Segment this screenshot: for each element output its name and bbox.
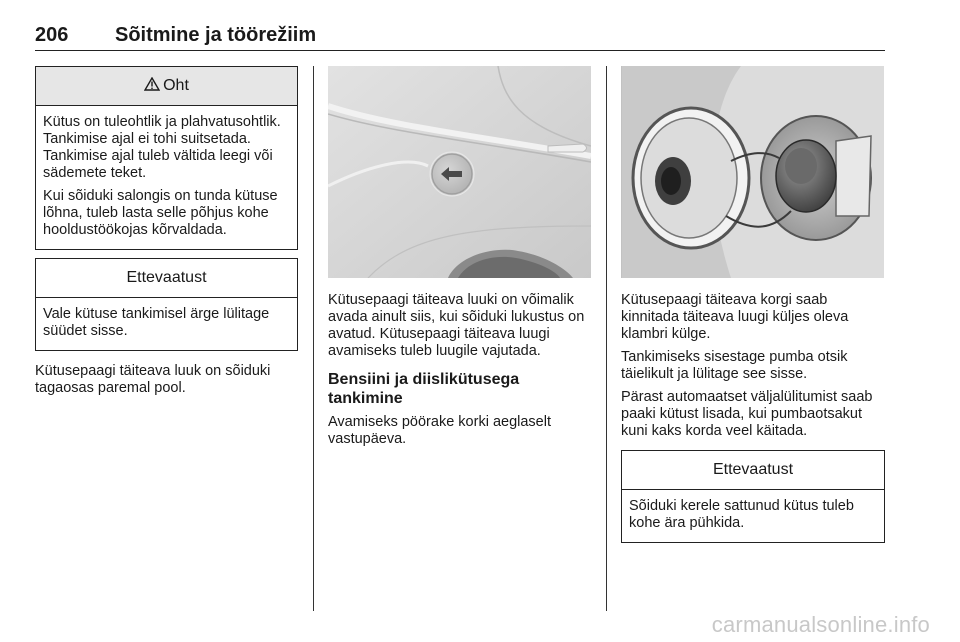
caution-box-body [622, 490, 884, 542]
page-number: 206 [35, 24, 69, 46]
body-paragraph: Kütusepaagi täiteava korgi saab kinnitada täiteava luugi küljes oleva klambri külge. [621, 292, 849, 342]
danger-box-header [36, 67, 297, 106]
open-fuel-door-image [621, 66, 884, 278]
caution-box-header [36, 259, 297, 298]
column-2 [328, 66, 591, 454]
column-divider [606, 66, 607, 611]
caution-box-header [622, 451, 884, 490]
body-paragraph: Tankimiseks sisestage pumba otsik täielikult ja lülitage see sisse. [621, 349, 848, 382]
column-3 [621, 66, 885, 543]
danger-box [35, 66, 298, 250]
danger-box-title: Oht [163, 77, 189, 94]
caution-text: Vale kütuse tankimisel ärge lülitage süüdet sisse. [43, 306, 270, 339]
caution-box-title: Ettevaatust [126, 269, 207, 286]
caution-box-title: Ettevaatust [712, 461, 794, 478]
body-paragraph: Avamiseks pöörake korki aeglaselt vastupäeva. [328, 414, 551, 447]
section-heading: Bensiini ja diislikütusega tankimine [328, 371, 520, 407]
caution-text: Sõiduki kerele sattunud kütus tuleb kohe ära pühkida. [629, 498, 854, 531]
chapter-title: Sõitmine ja töörežiim [115, 24, 317, 46]
body-paragraph: Pärast automaatset väljalülitumist saab paaki kütust lisada, kui pumbaotsakut kuni kaks korda veel käitada. [621, 389, 873, 439]
caution-box [621, 450, 885, 543]
warning-triangle-icon [144, 77, 160, 96]
danger-box-body [36, 106, 297, 249]
danger-paragraph: Kütus on tuleohtlik ja plahvatusohtlik. Tankimise ajal ei tohi suitsetada. Tankimise ajal tuleb vältida leegi või sädemete teket. [43, 114, 281, 181]
column-divider [313, 66, 314, 611]
page-header [35, 24, 885, 51]
caution-box-body [36, 298, 297, 350]
danger-paragraph: Kui sõiduki salongis on tunda kütuse lõhna, tuleb lasta selle põhjus kohe hooldustöökojas kõrvaldada. [43, 188, 278, 238]
watermark: carmanualsonline.info [711, 612, 930, 637]
column-1 [35, 66, 298, 403]
body-paragraph: Kütusepaagi täiteava luuk on sõiduki tagaosas paremal pool. [35, 363, 271, 396]
caution-box [35, 258, 298, 351]
fuel-door-image [328, 66, 591, 278]
body-paragraph: Kütusepaagi täiteava luuki on võimalik avada ainult siis, kui sõiduki lukustus on avatud. Kütusepaagi täiteava luugi avamiseks tuleb luugile vajutada. [328, 292, 585, 359]
